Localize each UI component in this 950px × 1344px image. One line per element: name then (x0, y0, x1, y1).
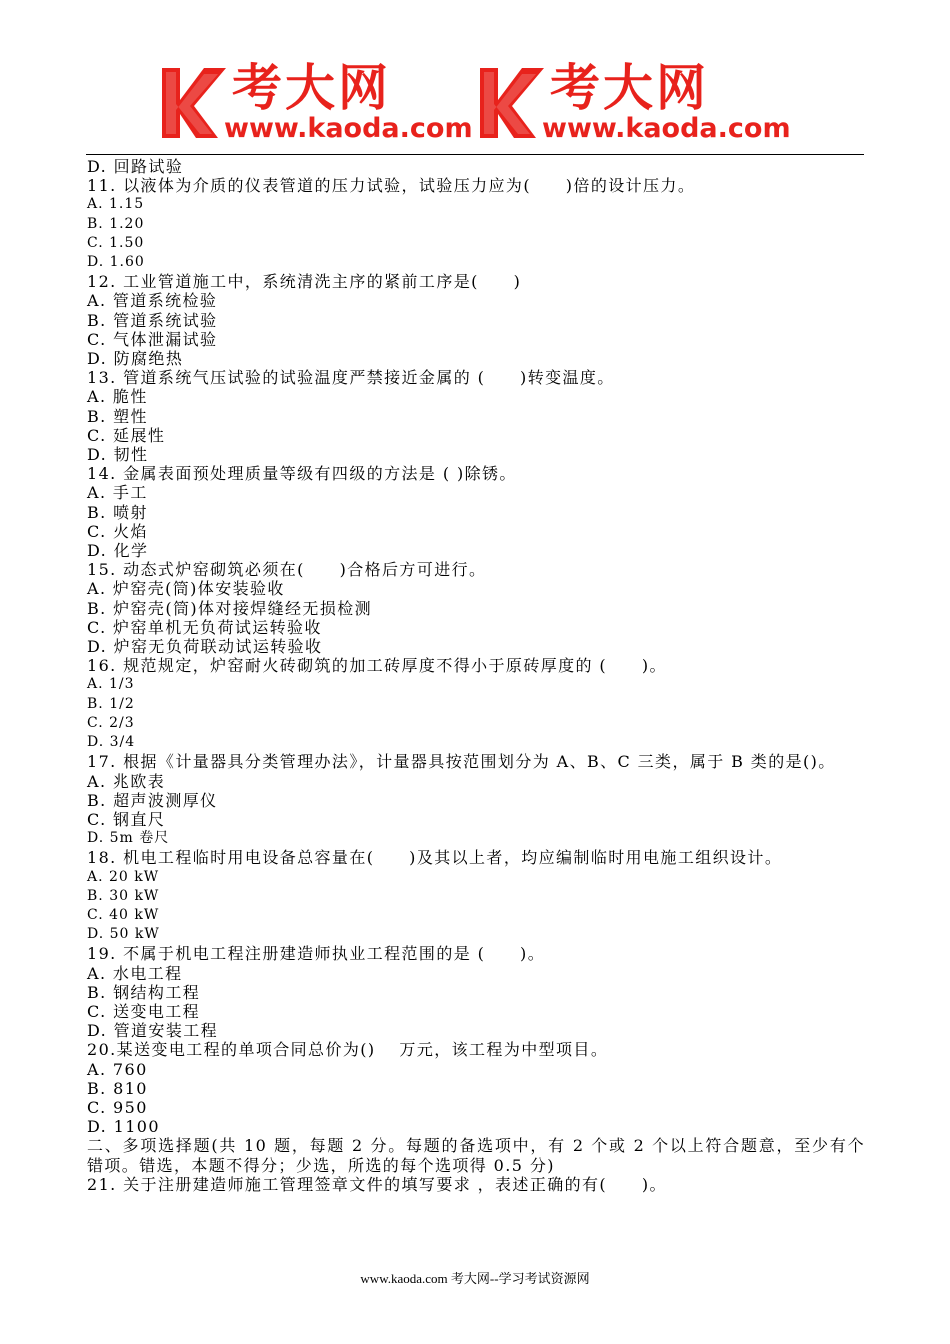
kaoda-logo-left (160, 59, 473, 146)
text-line: C. 950 (87, 1097, 148, 1117)
logo-name: 考大网 (550, 59, 709, 117)
k-logo-icon (478, 66, 546, 140)
text-line: D. 3/4 (87, 734, 136, 751)
text-line: B. 炉窑壳(筒)体对接焊缝经无损检测 (87, 598, 373, 618)
k-logo-icon (160, 66, 228, 140)
text-line: A. 20 kW (87, 868, 160, 885)
text-line: B. 钢结构工程 (87, 982, 201, 1002)
text-line: D. 韧性 (87, 445, 149, 465)
page-footer: www.kaoda.com 考大网--学习考试资源网 (360, 1271, 590, 1286)
text-line: C. 40 kW (87, 906, 160, 923)
text-line: B. 超声波测厚仪 (87, 790, 218, 810)
text-line: A. 兆欧表 (87, 771, 166, 791)
text-line: C. 延展性 (87, 425, 166, 445)
text-line: A. 脆性 (87, 387, 148, 407)
text-line: 19. 不属于机电工程注册建造师执业工程范围的是 ( )。 (87, 944, 546, 964)
text-line: 11. 以液体为介质的仪表管道的压力试验，试验压力应为( )倍的设计压力。 (87, 176, 696, 196)
text-line: 18. 机电工程临时用电设备总容量在( )及其以上者，均应编制临时用电施工组织设计。 (87, 848, 783, 868)
text-line: 17. 根据《计量器具分类管理办法》，计量器具按范围划分为 A、B、C 三类，属于 B 类的是()。 (87, 752, 836, 772)
text-line: D. 1100 (87, 1117, 160, 1137)
text-line: D. 管道安装工程 (87, 1021, 219, 1041)
text-line: B. 喷射 (87, 502, 148, 522)
text-line: C. 1.50 (87, 234, 145, 251)
text-line: D. 5m 卷尺 (87, 830, 170, 847)
text-line: D. 1.60 (87, 254, 145, 271)
text-line: C. 火焰 (87, 521, 148, 541)
text-line: 21. 关于注册建造师施工管理签章文件的填写要求 ，表述正确的有( )。 (87, 1174, 667, 1194)
text-line: A. 炉窑壳(筒)体安装验收 (87, 579, 285, 599)
text-line: 二、多项选择题(共 10 题，每题 2 分。每题的备选项中，有 2 个或 2 个以上符合题意，至少有个错项。错选，本题不得分；少选，所选的每个选项得 0.5 分) (87, 1136, 865, 1175)
text-line: C. 钢直尺 (87, 809, 166, 829)
text-line: A. 1.15 (87, 196, 145, 213)
text-line: D. 回路试验 (87, 157, 184, 176)
text-line: C. 送变电工程 (87, 1001, 201, 1021)
text-line: 16. 规范规定，炉窑耐火砖砌筑的加工砖厚度不得小于原砖厚度的 ( )。 (87, 656, 667, 676)
kaoda-logo-right (478, 59, 791, 146)
text-line: 12. 工业管道施工中，系统清洗主序的紧前工序是( ) (87, 272, 522, 292)
question-list (87, 157, 865, 1194)
text-line: C. 2/3 (87, 714, 135, 731)
text-line: B. 1.20 (87, 215, 145, 232)
text-line: D. 化学 (87, 541, 149, 561)
text-line: 13. 管道系统气压试验的试验温度严禁接近金属的 ( )转变温度。 (87, 368, 615, 388)
text-line: 14. 金属表面预处理质量等级有四级的方法是 ( )除锈。 (87, 464, 517, 484)
text-line: B. 管道系统试验 (87, 310, 218, 330)
text-line: C. 炉窑单机无负荷试运转验收 (87, 617, 322, 637)
text-line: C. 气体泄漏试验 (87, 329, 218, 349)
text-line: D. 防腐绝热 (87, 349, 184, 369)
text-line: B. 30 kW (87, 887, 160, 904)
text-line: A. 管道系统检验 (87, 291, 218, 311)
logo-url: www.kaoda.com (542, 113, 791, 144)
logo-name: 考大网 (232, 59, 391, 117)
text-line: A. 760 (87, 1059, 148, 1079)
text-line: D. 炉窑无负荷联动试运转验收 (87, 637, 323, 657)
text-line: B. 塑性 (87, 406, 148, 426)
text-line: D. 50 kW (87, 926, 160, 943)
text-line: B. 810 (87, 1078, 148, 1098)
text-line: A. 水电工程 (87, 963, 183, 983)
header-divider (86, 154, 864, 155)
text-line: 20.某送变电工程的单项合同总价为() 万元，该工程为中型项目。 (87, 1040, 609, 1060)
text-line: A. 手工 (87, 483, 148, 503)
text-line: 15. 动态式炉窑砌筑必须在( )合格后方可进行。 (87, 560, 487, 580)
text-line: A. 1/3 (87, 676, 135, 693)
logo-url: www.kaoda.com (224, 113, 473, 144)
text-line: B. 1/2 (87, 695, 135, 712)
